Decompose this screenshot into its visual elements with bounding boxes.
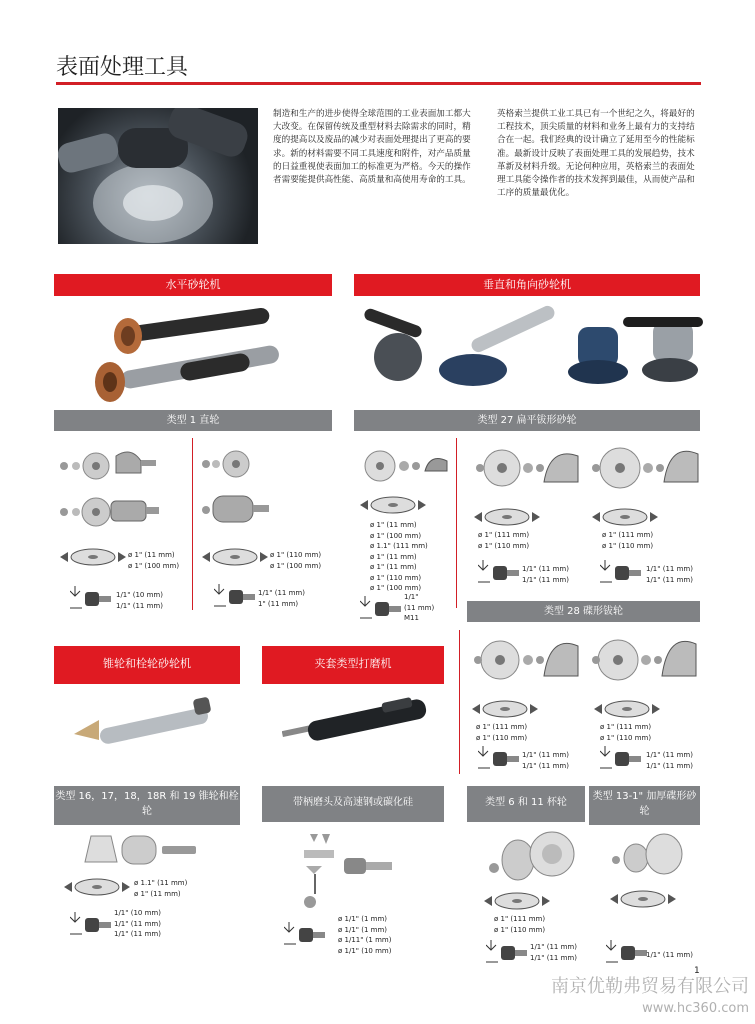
hero-photo	[58, 108, 258, 244]
type-28a-diameter-specs	[476, 722, 527, 743]
type-1-wheel-diagram	[56, 446, 161, 536]
type-1b-shaft-specs	[258, 588, 305, 609]
company-name: 南京优勒弗贸易有限公司	[551, 976, 749, 997]
spec-line: 1/1" (10 mm)	[116, 591, 163, 599]
spec-line: ø 1/1" (1 mm)	[338, 915, 387, 923]
spec-line: ø 1" (11 mm)	[134, 889, 181, 898]
spec-line: ø 1" (111 mm)	[600, 723, 652, 731]
wheel-diameter-icon	[64, 876, 130, 898]
type-27-bar: 类型 27 扁平钹形砂轮	[354, 410, 700, 431]
wheel-diameter-icon	[60, 546, 126, 568]
wheel-diameter-icon	[592, 506, 658, 528]
spec-line: ø 1" (110 mm)	[494, 925, 546, 934]
spec-line: ø 1" (100 mm)	[270, 561, 322, 570]
section-cone-plug: 锥轮和栓轮砂轮机	[54, 646, 240, 684]
type-1-bar: 类型 1 直轮	[54, 410, 332, 431]
spec-line: M11	[404, 614, 419, 622]
spec-line: 1/1" (11 mm)	[522, 751, 569, 759]
type-28-guard-diagram	[588, 630, 700, 694]
type-13-shaft-specs	[646, 950, 693, 961]
spec-line: ø 1" (110 mm)	[270, 551, 322, 559]
wheel-diameter-icon	[202, 546, 268, 568]
wheel-diameter-icon	[484, 890, 550, 912]
spec-line: ø 1" (11 mm)	[370, 563, 417, 571]
collet-grinder-photo	[282, 690, 432, 750]
spec-line: 1/1" (11 mm)	[646, 575, 693, 584]
type-6-diameter-specs	[494, 914, 545, 935]
type-28-bar: 类型 28 碟形钹轮	[467, 601, 700, 622]
divider-line	[459, 630, 460, 774]
burrs-bar: 带柄磨头及高速钢或碳化硅	[262, 786, 444, 822]
wheel-diameter-icon	[594, 698, 660, 720]
spec-line: ø 1" (100 mm)	[128, 561, 180, 570]
cone-wheels-diagram	[80, 832, 200, 866]
spec-line: 1/1" (11 mm)	[258, 589, 305, 597]
spec-line: 1/1" (11 mm)	[522, 575, 569, 584]
horizontal-grinder-photo	[90, 300, 290, 408]
type-6-shaft-specs	[530, 942, 577, 963]
spec-line: 1/1" (11 mm)	[522, 761, 569, 770]
spec-line: 1/1" (11 mm)	[116, 601, 163, 610]
spec-line: ø 1" (11 mm)	[370, 552, 417, 561]
spec-line: ø 1" (11 mm)	[128, 551, 175, 559]
type-16-diameter-specs	[134, 878, 187, 899]
spec-line: ø 1/11" (1 mm)	[338, 936, 392, 944]
burr-shaft-specs	[338, 914, 391, 956]
spec-line: ø 1" (110 mm)	[602, 541, 654, 550]
spec-line: 1/1" (11 mm)	[114, 930, 161, 938]
spec-line: 1/1" (11 mm)	[646, 761, 693, 770]
spec-line: ø 1" (111 mm)	[494, 915, 546, 923]
type-27c-diameter-specs	[602, 530, 653, 551]
spindle-icon	[70, 912, 112, 938]
spindle-icon	[70, 586, 112, 612]
spec-line: ø 1.1" (11 mm)	[134, 879, 188, 887]
type-27a-diameter-specs	[370, 520, 428, 594]
spec-line: 1/1" (11 mm)	[646, 951, 693, 959]
type-27-guard-diagram	[470, 442, 580, 500]
type-1b-diameter-specs	[270, 550, 321, 571]
spec-line: 1/1" (11 mm)	[646, 751, 693, 759]
spec-line: ø 1" (100 mm)	[370, 584, 422, 592]
thick-wheel-diagram	[608, 830, 688, 880]
cone-grinder-photo	[74, 694, 224, 754]
burrs-diagram	[300, 830, 400, 910]
type-6-bar: 类型 6 和 11 杯轮	[467, 786, 585, 822]
spec-line: ø 1" (110 mm)	[478, 541, 530, 550]
section-vertical-angle: 垂直和角向砂轮机	[354, 274, 700, 296]
spindle-icon	[606, 940, 648, 966]
section-horizontal: 水平砂轮机	[54, 274, 332, 296]
spec-line: ø 1" (111 mm)	[602, 531, 654, 539]
spec-line: 1/1" (10 mm)	[114, 909, 161, 917]
type-28b-diameter-specs	[600, 722, 651, 743]
spindle-icon	[360, 596, 402, 622]
type-27a-shaft-specs	[404, 592, 434, 624]
divider-line	[192, 438, 193, 610]
section-collet: 夹套类型打磨机	[262, 646, 444, 684]
type-1-guard-diagram	[198, 446, 273, 536]
wheel-diameter-icon	[610, 888, 676, 910]
spec-line: ø 1" (11 mm)	[370, 521, 417, 529]
type-28-guard-diagram	[470, 632, 582, 694]
spindle-icon	[214, 584, 256, 610]
wheel-diameter-icon	[360, 494, 426, 516]
type-16-shaft-specs	[114, 908, 161, 940]
wheel-diameter-icon	[474, 506, 540, 528]
page-number: 1	[694, 966, 700, 976]
spec-line: 1/1" (11 mm)	[114, 919, 161, 928]
divider-line	[456, 438, 457, 608]
spec-line: ø 1/1" (1 mm)	[338, 925, 387, 934]
spec-line: ø 1.1" (111 mm)	[370, 542, 428, 550]
type-28a-shaft-specs	[522, 750, 569, 771]
type-27c-shaft-specs	[646, 564, 693, 585]
type-27-wheel-diagram	[360, 446, 450, 486]
type-27b-diameter-specs	[478, 530, 529, 551]
spec-line: 1/1" (11 mm)	[522, 565, 569, 573]
wheel-diameter-icon	[472, 698, 538, 720]
spec-line: ø 1" (111 mm)	[478, 531, 530, 539]
intro-left: 制造和生产的进步使得全球范围的工业表面加工都大大改变。在保留传统及重型材料去除需求的同时，精度的提高以及废品的减少对表面处理提出了更高的要求。新的材料需要不同工具速度和附件，对产品质量的日益重视使表面加工的标准更为严格。今天的操作者需要能提供高性能、高质量和高使用寿命的工具。	[273, 109, 471, 186]
spindle-icon	[600, 746, 642, 772]
type-13-bar: 类型 13-1" 加厚碟形砂轮	[589, 786, 700, 825]
type-1a-shaft-specs	[116, 590, 163, 611]
spindle-icon	[478, 746, 520, 772]
type-1a-diameter-specs	[128, 550, 179, 571]
spec-line: (11 mm)	[404, 603, 435, 612]
intro-right: 英格索兰提供工业工具已有一个世纪之久，将最好的工程技术，顶尖质量的材料和业务上最有力的支持结合在一起。我们经典的设计确立了延用至今的性能标准。最新设计反映了表面处理工具的发展趋势，技术革新及材料升级。无论何种应用，英格索兰的表面处理工具能令操作者的技术发挥到最佳，从而使产品和工序的质量最优化。	[497, 109, 695, 199]
spec-line: ø 1/1" (10 mm)	[338, 946, 392, 955]
footer-watermark	[551, 976, 749, 1020]
type-28b-shaft-specs	[646, 750, 693, 771]
type-27-guard-diagram	[588, 440, 700, 500]
spec-line: 1/1" (11 mm)	[530, 943, 577, 951]
spec-line: 1/1" (11 mm)	[530, 953, 577, 962]
vertical-angle-grinders-photo	[358, 302, 703, 402]
spindle-icon	[284, 922, 326, 948]
type-27b-shaft-specs	[522, 564, 569, 585]
type-16-bar: 类型 16，17，18，18R 和 19 锥轮和栓轮	[54, 786, 240, 825]
title-rule	[56, 82, 701, 85]
spec-line: ø 1" (111 mm)	[476, 723, 528, 731]
spindle-icon	[486, 940, 528, 966]
cup-wheel-diagram	[484, 828, 584, 888]
spec-line: 1" (11 mm)	[258, 599, 299, 608]
spec-line: ø 1" (100 mm)	[370, 531, 422, 540]
spec-line: ø 1" (110 mm)	[600, 733, 652, 742]
website-url: www.hc360.com	[642, 1001, 749, 1016]
page-title: 表面处理工具	[56, 55, 189, 80]
spec-line: ø 1" (110 mm)	[370, 573, 422, 582]
spindle-icon	[600, 560, 642, 586]
spec-line: ø 1" (110 mm)	[476, 733, 528, 742]
spec-line: 1/1" (11 mm)	[646, 565, 693, 573]
spindle-icon	[478, 560, 520, 586]
spec-line: 1/1"	[404, 593, 419, 601]
